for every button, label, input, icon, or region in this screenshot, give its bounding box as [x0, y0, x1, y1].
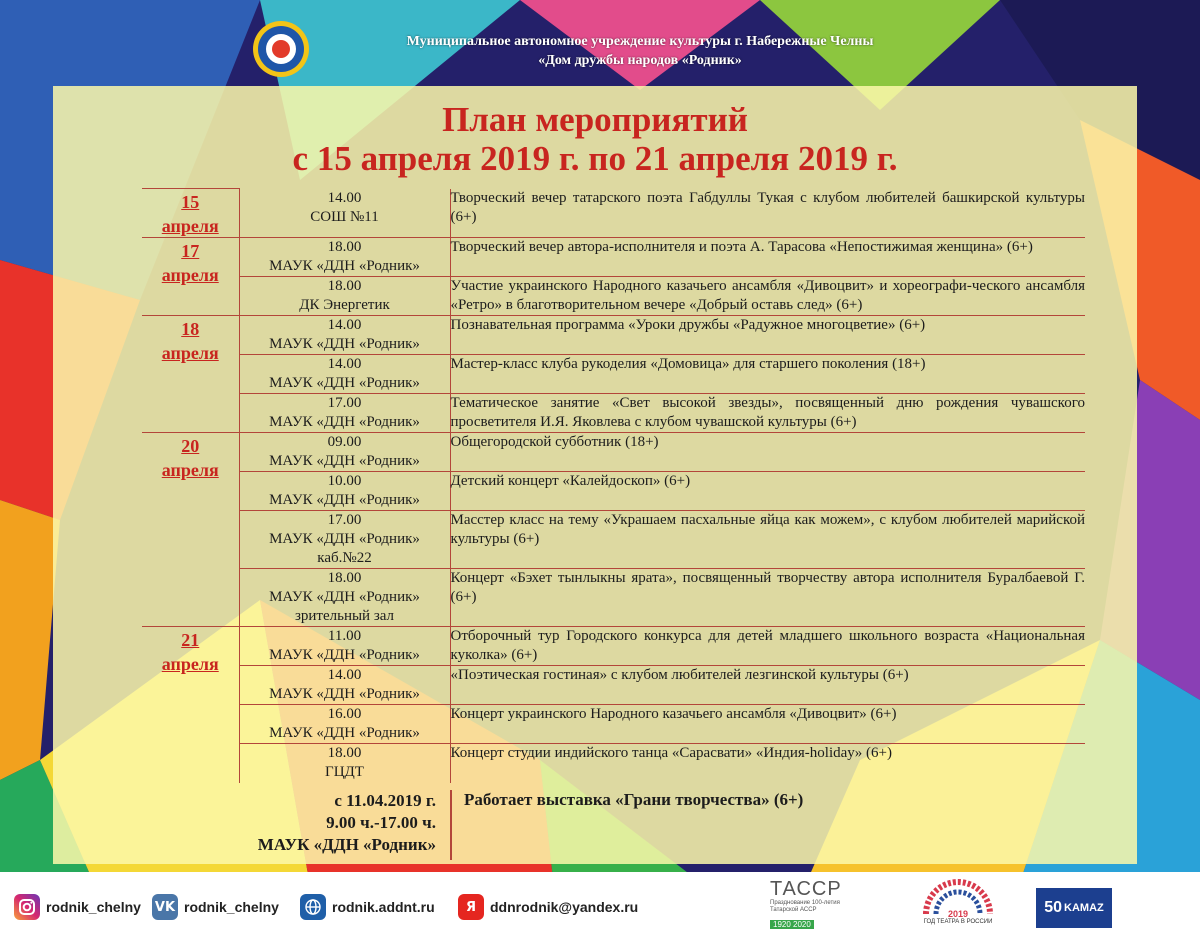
table-row — [142, 472, 1085, 511]
day-month: апреля — [161, 343, 219, 363]
table-row — [142, 277, 1085, 316]
vk-icon: VK — [152, 894, 178, 920]
email-link[interactable] — [458, 894, 638, 920]
date-cell — [142, 316, 239, 433]
event-description: Концерт украинского Народного казачьего ансамбля «Дивоцвит» (6+) — [450, 705, 1085, 744]
time-place-cell — [239, 627, 450, 666]
table-row — [142, 627, 1085, 666]
event-description: Участие украинского Народного казачьего ансамбля «Дивоцвит» и хореографи-ческого ансамбля «Ретро» в благотворительном вечере «Добрый оставь след» (6+) — [450, 277, 1085, 316]
exhibition-place: МАУК «ДДН «Родник» — [257, 835, 436, 854]
time-place-cell — [239, 238, 450, 277]
date-cell — [142, 189, 239, 238]
day-month: апреля — [161, 654, 219, 674]
instagram-icon — [14, 894, 40, 920]
tassr-logo — [770, 878, 880, 938]
event-time: 14.00 — [327, 189, 362, 206]
event-description: Концерт студии индийского танца «Сарасвати» «Индия-holiday» (6+) — [450, 745, 892, 761]
event-place: МАУК «ДДН «Родник» — [269, 336, 420, 352]
event-place: ГЦДТ — [325, 764, 364, 780]
event-description: Тематическое занятие «Свет высокой звезды», посвященный дню рождения чувашского просветителя И.Я. Яковлева с клубом чувашской культуры (6+) — [450, 394, 1085, 433]
theatre-year: 2019 — [947, 909, 969, 919]
time-place-cell — [239, 472, 450, 511]
time-place-cell — [239, 189, 450, 238]
email-address: ddnrodnik@yandex.ru — [490, 899, 639, 915]
event-time: 18.00 — [327, 239, 362, 255]
kamaz-name: KAMAZ — [1064, 902, 1104, 914]
event-time: 09.00 — [327, 434, 362, 450]
vk-handle: rodnik_chelny — [184, 899, 279, 915]
time-place-cell — [239, 316, 450, 355]
website-url: rodnik.addnt.ru — [332, 899, 435, 915]
day-number: 18 — [181, 319, 200, 339]
event-place: МАУК «ДДН «Родник» — [269, 531, 420, 547]
theatre-year-logo — [918, 876, 998, 940]
event-time: 11.00 — [327, 628, 362, 644]
event-description: Отборочный тур Городского конкурса для детей младшего школьного возраста «Национальная куколка» (6+) — [450, 627, 1085, 666]
event-description: Общегородской субботник (18+) — [450, 433, 1085, 472]
time-place-cell — [239, 666, 450, 705]
org-line-1: Муниципальное автономное учреждение культуры г. Набережные Челны — [406, 34, 874, 49]
event-time: 14.00 — [327, 356, 362, 372]
website-link[interactable] — [300, 894, 435, 920]
title-line-2: с 15 апреля 2019 г. по 21 апреля 2019 г. — [292, 139, 898, 178]
event-place: МАУК «ДДН «Родник» — [269, 453, 420, 469]
event-time: 17.00 — [327, 395, 362, 411]
event-place: МАУК «ДДН «Родник» — [269, 647, 420, 663]
table-row — [142, 744, 1085, 783]
event-description: Мастер-класс клуба рукоделия «Домовица» для старшего поколения (18+) — [450, 355, 1085, 394]
event-time: 18.00 — [327, 745, 362, 761]
time-place-cell — [239, 569, 450, 627]
instagram-link[interactable] — [14, 894, 141, 920]
event-description: Познавательная программа «Уроки дружбы «Радужное многоцветие» (6+) — [450, 316, 1085, 355]
event-description: Концерт «Бэхет тынлыкны ярата», посвященный творчеству автора исполнителя Буралбаевой Г. (6+) — [450, 569, 1085, 627]
event-time: 16.00 — [327, 706, 362, 722]
table-row — [142, 705, 1085, 744]
event-place-room: зрительный зал — [294, 608, 395, 624]
event-place: МАУК «ДДН «Родник» — [269, 375, 420, 391]
event-place: МАУК «ДДН «Родник» — [269, 492, 420, 508]
exhibition-start: с 11.04.2019 г. — [334, 791, 436, 810]
day-month: апреля — [161, 265, 219, 285]
time-place-cell — [239, 705, 450, 744]
exhibition-dates — [160, 790, 452, 860]
event-place: МАУК «ДДН «Родник» — [269, 686, 420, 702]
event-description: Творческий вечер татарского поэта Габдуллы Тукая с клубом любителей башкирской культуры (6+) — [450, 189, 1085, 238]
event-description: Детский концерт «Калейдоскоп» (6+) — [450, 472, 1085, 511]
table-row — [142, 569, 1085, 627]
table-row — [142, 511, 1085, 569]
table-row — [142, 355, 1085, 394]
event-description: Творческий вечер автора-исполнителя и поэта А. Тарасова «Непостижимая женщина» (6+) — [450, 238, 1085, 277]
event-time: 14.00 — [327, 667, 362, 683]
event-time: 17.00 — [327, 512, 362, 528]
event-description: Масстер класс на тему «Украшаем пасхальные яйца как можем», с клубом любителей марийской культуры (6+) — [450, 511, 1085, 569]
event-place: ДК Энергетик — [299, 297, 390, 313]
time-place-cell — [239, 511, 450, 569]
date-cell — [142, 433, 239, 627]
event-time: 10.00 — [327, 473, 362, 489]
table-row — [142, 189, 1085, 238]
table-row — [142, 666, 1085, 705]
page-title — [53, 100, 1137, 178]
day-number: 20 — [181, 436, 200, 456]
schedule-table — [142, 188, 1085, 783]
event-place: МАУК «ДДН «Родник» — [269, 258, 420, 274]
globe-icon — [300, 894, 326, 920]
table-row — [142, 238, 1085, 277]
instagram-handle: rodnik_chelny — [46, 899, 141, 915]
day-number: 15 — [181, 192, 200, 212]
event-time: 14.00 — [327, 317, 362, 333]
event-place: МАУК «ДДН «Родник» — [269, 589, 420, 605]
event-time: 18.00 — [327, 570, 362, 586]
day-number: 17 — [181, 241, 200, 261]
table-row — [142, 433, 1085, 472]
date-cell — [142, 627, 239, 783]
kamaz-logo — [1036, 888, 1112, 928]
time-place-cell — [239, 355, 450, 394]
event-time: 18.00 — [327, 278, 362, 294]
date-cell — [142, 238, 239, 316]
day-month: апреля — [161, 460, 219, 480]
theatre-caption: ГОД ТЕАТРА В РОССИИ — [923, 919, 993, 925]
day-number: 21 — [181, 630, 200, 650]
time-place-cell — [239, 744, 450, 783]
table-row — [142, 394, 1085, 433]
time-place-cell — [239, 394, 450, 433]
org-line-2: «Дом дружбы народов «Родник» — [538, 53, 742, 68]
organization-name — [330, 32, 950, 70]
event-place-room: каб.№22 — [317, 550, 372, 566]
time-place-cell — [239, 277, 450, 316]
exhibition-text: Работает выставка «Грани творчества» (6+) — [464, 790, 804, 809]
exhibition-hours: 9.00 ч.-17.00 ч. — [326, 813, 436, 832]
kamaz-number: 50 — [1044, 899, 1063, 916]
time-place-cell — [239, 433, 450, 472]
rodnik-logo — [252, 20, 310, 78]
event-place: МАУК «ДДН «Родник» — [269, 725, 420, 741]
tassr-caption: Празднование 100-летия Татарской АССР — [770, 900, 840, 913]
event-description: «Поэтическая гостиная» с клубом любителей лезгинской культуры (6+) — [450, 666, 1085, 705]
table-row — [142, 316, 1085, 355]
tassr-name: ТАССР — [770, 878, 842, 900]
title-line-1: План мероприятий — [442, 100, 748, 139]
yandex-icon: Я — [458, 894, 484, 920]
event-place: СОШ №11 — [310, 208, 379, 225]
event-place: МАУК «ДДН «Родник» — [269, 414, 420, 430]
tassr-years: 1920 2020 — [770, 920, 814, 929]
day-month: апреля — [161, 216, 219, 236]
vk-link[interactable] — [152, 894, 279, 920]
